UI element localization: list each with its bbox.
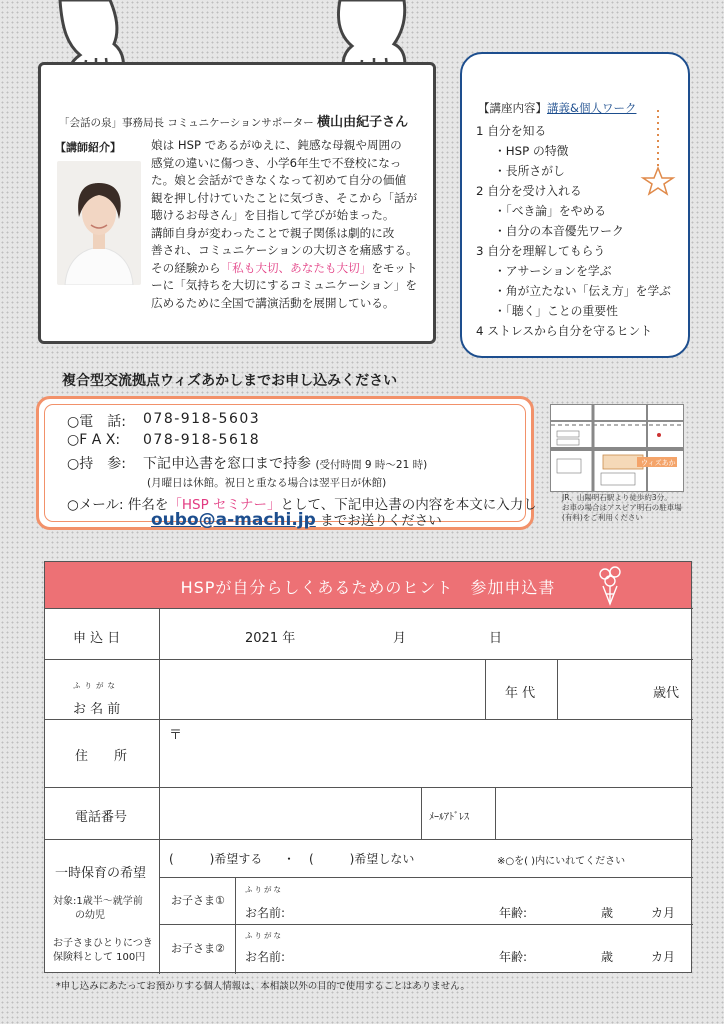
instructor-photo	[57, 161, 141, 285]
course-heading	[478, 100, 636, 116]
map-note-line: お車の場合はアスピア明石の駐車場	[562, 503, 682, 512]
instructor-role: 「会話の泉」事務局長 コミュニケーションサポーター	[59, 117, 314, 129]
course-item: ・「べき論」をやめる	[494, 204, 607, 218]
childcare-target-2: の幼児	[75, 910, 105, 921]
childcare-label: 一時保育の希望	[55, 866, 147, 881]
apply-heading: 複合型交流拠点ウィズあかしまでお申し込みください	[62, 373, 398, 389]
bio-line: 善され、コミュニケーションの大切さを痛感する。	[151, 243, 418, 257]
fax-number: 078-918-5618	[143, 432, 261, 448]
bio-line: 娘は HSP であるがゆえに、鈍感な母親や周囲の	[151, 138, 402, 152]
holiday-note: (月曜日は休館。祝日と重なる場合は翌平日が休館)	[147, 477, 387, 489]
mail-input[interactable]	[496, 788, 692, 838]
date-label: 申 込 日	[73, 631, 121, 646]
course-item: 4 ストレスから自分を守るヒント	[476, 324, 653, 338]
child-2-age-month: カ月	[651, 950, 676, 964]
form-title: HSPが自分らしくあるためのヒント 参加申込書	[180, 578, 556, 597]
instructor-name: 横山由紀子さん	[317, 115, 409, 130]
name-input[interactable]	[160, 660, 484, 718]
course-item: 2 自分を受け入れる	[476, 184, 582, 198]
visit-hours: (受付時間 9 時～21 時)	[315, 459, 428, 471]
date-day[interactable]: 日	[489, 631, 503, 646]
instructor-title	[59, 111, 408, 130]
bio-line	[151, 260, 427, 278]
intro-label: 【講師紹介】	[55, 141, 121, 154]
course-item: ・アサーションを学ぶ	[494, 264, 612, 278]
child-1-name-label: お名前:	[245, 906, 286, 920]
child-2-furigana: ふりがな	[245, 931, 283, 940]
course-item: ・自分の本音優先ワーク	[494, 224, 624, 238]
map-note	[562, 493, 692, 523]
child-2-name-input[interactable]	[295, 926, 495, 972]
child-1-furigana: ふりがな	[245, 885, 283, 894]
visit-instruction: 下記申込書を窓口まで持参	[143, 456, 311, 472]
child-1-age-month: カ月	[651, 906, 676, 920]
address-input[interactable]	[160, 720, 692, 786]
tel-number: 078-918-5603	[143, 411, 261, 427]
bio-text: その経験から	[151, 260, 221, 275]
course-item: ・長所さがし	[494, 164, 565, 178]
postal-mark: 〒	[169, 728, 183, 743]
privacy-footnote: *申し込みにあたってお預かりする個人情報は、本相談以外の目的で使用することはありません。	[56, 981, 470, 992]
location-map	[550, 404, 684, 492]
email-line	[151, 509, 442, 530]
course-content-box	[460, 52, 690, 358]
childcare-target: 対象:1歳半～就学前	[53, 896, 143, 907]
map-label: ウィズあかし	[641, 459, 683, 467]
bouquet-icon	[593, 564, 627, 608]
childcare-fee: お子さまひとりにつき	[53, 938, 153, 949]
child-1-age-label: 年齢:	[499, 906, 528, 920]
mail-subject: 「HSP セミナー」	[168, 497, 281, 513]
bio-line: 感覚の違いに傷つき、小学6年生で不登校になっ	[151, 155, 402, 170]
name-furigana: ふりがな	[73, 681, 119, 690]
bio-line: た。娘と会話ができなくなって初めて自分の価値	[151, 173, 407, 187]
mail-text: として、下記申込書の内容を本文に入力し	[280, 497, 537, 513]
fax-label: ○F A X:	[67, 432, 121, 448]
child-2-name-label: お名前:	[245, 950, 286, 964]
date-month[interactable]: 月	[393, 631, 407, 646]
course-item: ・HSP の特徴	[494, 144, 569, 158]
wish-yes-option[interactable]: ( )希望する	[169, 852, 263, 866]
wish-note: ※○を( )内にいれてください	[497, 856, 626, 867]
mail-label: ○メール:	[67, 497, 124, 513]
star-icon	[640, 110, 676, 196]
bio-line: 聴けるお母さん」を目指して学びが始まった。	[151, 208, 395, 222]
address-label: 住 所	[75, 749, 128, 764]
visit-label: ○持 参:	[67, 456, 126, 472]
application-form	[44, 561, 692, 973]
phone-label: 電話番号	[75, 810, 128, 825]
child-2-age-sai: 歳	[601, 950, 614, 964]
childcare-fee-2: 保険料として 100円	[53, 952, 146, 963]
child-2-label: お子さま②	[171, 942, 225, 955]
bio-text: をモット	[371, 260, 418, 275]
date-year[interactable]: 2021 年	[245, 631, 296, 646]
age-unit: 歳代	[653, 686, 680, 701]
form-header	[45, 562, 691, 608]
bio-line: 観を押し付けていたことに気づき、そこから「話が	[151, 190, 418, 205]
course-heading-prefix: 【講座内容】	[478, 101, 547, 115]
email-post: までお送りください	[320, 513, 442, 529]
option-separator: ・	[283, 852, 296, 866]
instructor-board	[38, 62, 436, 344]
map-note-line: JR、山陽明石駅より徒歩約3分。	[562, 493, 672, 502]
age-label: 年 代	[505, 686, 536, 701]
course-item: 3 自分を理解してもらう	[476, 244, 606, 258]
contact-box	[36, 396, 537, 530]
phone-input[interactable]	[160, 788, 420, 838]
course-item: 1 自分を知る	[476, 124, 547, 138]
wish-no-option[interactable]: ( )希望しない	[309, 852, 415, 866]
mail-text: 件名を	[127, 497, 169, 513]
name-label: お 名 前	[73, 702, 121, 717]
course-item: ・「聴く」ことの重要性	[494, 304, 618, 318]
tel-label: ○電 話:	[67, 414, 126, 430]
bio-line: 広めるために全国で講演活動を展開している。	[151, 295, 395, 310]
child-1-age-sai: 歳	[601, 906, 614, 920]
map-note-line: (有料)をご利用ください	[562, 513, 643, 522]
child-2-age-label: 年齢:	[499, 950, 528, 964]
visit-text	[143, 453, 427, 473]
bio-highlight: 「私も大切、あなたも大切」	[220, 260, 372, 275]
course-item: ・角が立たない「伝え方」を学ぶ	[494, 284, 671, 298]
email-link[interactable]: oubo@a-machi.jp	[151, 510, 316, 530]
child-1-label: お子さま①	[171, 894, 225, 907]
child-1-name-input[interactable]	[295, 880, 495, 922]
instructor-bio	[151, 137, 427, 312]
mail-label: ﾒｰﾙｱﾄﾞﾚｽ	[429, 812, 469, 823]
course-heading-link: 講義&個人ワーク	[547, 101, 637, 115]
bio-line: 講師自身が変わったことで親子関係は劇的に改	[151, 225, 395, 240]
bio-line: ーに「気持ちを大切にするコミュニケーション」を	[151, 278, 417, 292]
